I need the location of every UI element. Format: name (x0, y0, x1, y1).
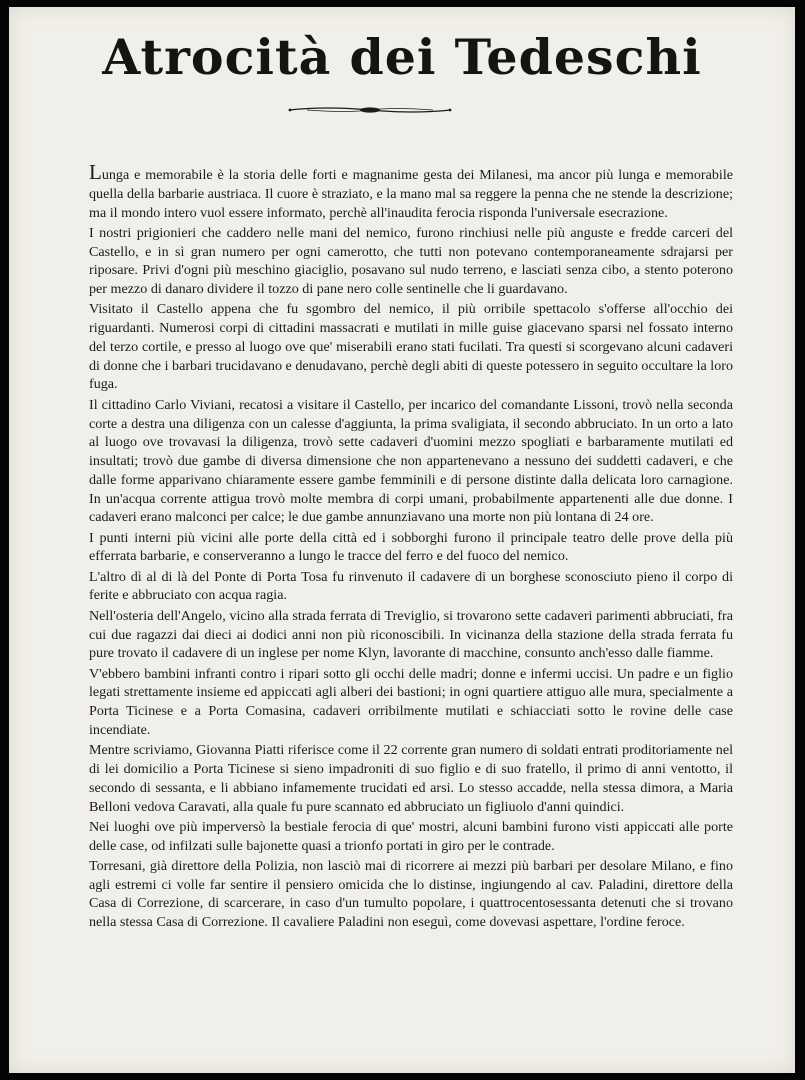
paragraph: Torresani, già direttore della Polizia, non lasciò mai di ricorrere ai mezzi più barbari per desolare Milano, e fino agli estremi ci volle far sentire il pensiero omicida che lo distinse, ingiungendo al cav. Paladini, direttore della Casa di Correzione, di scarcerare, in caso d'un tumulto popolare, i quattrocentosessanta detenuti che si trovano nella stessa Casa di Correzione. Il cavaliere Paladini non eseguì, come dovevasi aspettare, l'ordine feroce. (89, 857, 733, 931)
divider-ornament (287, 103, 453, 117)
paragraph: I nostri prigionieri che caddero nelle mani del nemico, furono rinchiusi nelle più anguste e fredde carceri del Castello, e in sì gran numero per ogni camerotto, che tutti non potevano contemporaneamente sdrajarsi per riposare. Privi d'ogni più meschino giaciglio, posavano sul nudo terreno, e lasciati senza cibo, a stento poterono per mezzo di danaro dividere il tozzo di pane nero colle sentinelle che li guardavano. (89, 224, 733, 298)
paragraph: I punti interni più vicini alle porte della città ed i sobborghi furono il principale teatro delle prove della più efferrata barbarie, e conserveranno a lungo le tracce del ferro e del fuoco del nemico. (89, 529, 733, 565)
document-page (9, 7, 795, 1073)
document-title: Atrocità dei Tedeschi (102, 28, 702, 86)
paragraph: Nei luoghi ove più imperversò la bestiale ferocia di que' mostri, alcuni bambini furono visti appiccati alle porte delle case, od infilzati sulle bajonette quasi a trionfo portati in giro per le contrade. (89, 818, 733, 854)
paragraph: Visitato il Castello appena che fu sgombro del nemico, il più orribile spettacolo s'offerse all'occhio dei riguardanti. Numerosi corpi di cittadini massacrati e mutilati in mille guise giacevano sparsi nel fossato interno del terzo cortile, e presso al luogo ove que' miserabili erano stati fucilati. Tra questi si scorgevano alcuni cadaveri di donne che i barbari trucidavano e denudavano, perchè degli abiti di queste potessero in seguito occultare la loro fuga. (89, 301, 733, 393)
paragraph: L'altro dì al di là del Ponte di Porta Tosa fu rinvenuto il cadavere di un borghese sconosciuto pieno il corpo di ferite e abbruciato con acqua ragia. (89, 568, 733, 604)
paragraph: Lunga e memorabile è la storia delle forti e magnanime gesta dei Milanesi, ma ancor più lunga e memorabile quella della barbarie austriaca. Il cuore è straziato, e la mano mal sa reggere la penna che ne stende la descrizione; ma il mondo intero vuol essere informato, perchè all'inaudita ferocia risponda l'universale esecrazione. (89, 160, 733, 221)
paragraph: Mentre scriviamo, Giovanna Piatti riferisce come il 22 corrente gran numero di soldati entrati proditoriamente nel di lei domicilio a Porta Ticinese si sieno impadroniti di suo figlio e di suo fratello, il primo di anni ventotto, il secondo di sessanta, e li abbiano infamemente trucidati ed arsi. Lo stesso accadde, nella stessa dimora, a Maria Belloni vedova Caravati, alla quale fu pure scannato ed abbruciato un figliuolo d'anni quindici. (89, 742, 733, 815)
paragraph: V'ebbero bambini infranti contro i ripari sotto gli occhi delle madri; donne e infermi uccisi. Un padre e un figlio legati strettamente insieme ed appiccati agli alberi dei bastioni; in ogni quartiere attiguo alle mura, specialmente a Porta Ticinese e a Porta Comasina, cadaveri orribilmente mutilati e schiacciati sotto le rovine delle case incendiate. (89, 665, 733, 738)
article-body (89, 160, 733, 934)
paragraph: Nell'osteria dell'Angelo, vicino alla strada ferrata di Treviglio, si trovarono sette cadaveri parimenti abbruciati, fra cui due ragazzi dai dieci ai dodici anni non più riconoscibili. In vicinanza della stazione della strada ferrata fu pure trovato il cadavere di un inglese per nome Klyn, lavorante di macchine, consunto anch'esso dalle fiamme. (89, 607, 733, 662)
paragraph: Il cittadino Carlo Viviani, recatosi a visitare il Castello, per incarico del comandante Lissoni, trovò nella seconda corte a destra una diligenza con un calesse d'aggiunta, la prima svaligiata, il secondo abbruciato. In un orto a lato al luogo ove trovavasi la diligenza, trovò sette cadaveri d'uomini mezzo spogliati e barbaramente mutilati ed insultati; trovò due gambe di diversa dimensione che non appartenevano a nessuno dei suddetti cadaveri, e che dalle forme apparivano chiaramente essere gambe femminili e di persone distinte dalla delicata loro carnagione. In un'acqua corrente attigua trovò molte membra di corpi umani, probabilmente appartenenti alle due donne. I cadaveri erano malconci per calce; le due gambe annunziavano una morte non più lontana di 24 ore. (89, 396, 733, 526)
